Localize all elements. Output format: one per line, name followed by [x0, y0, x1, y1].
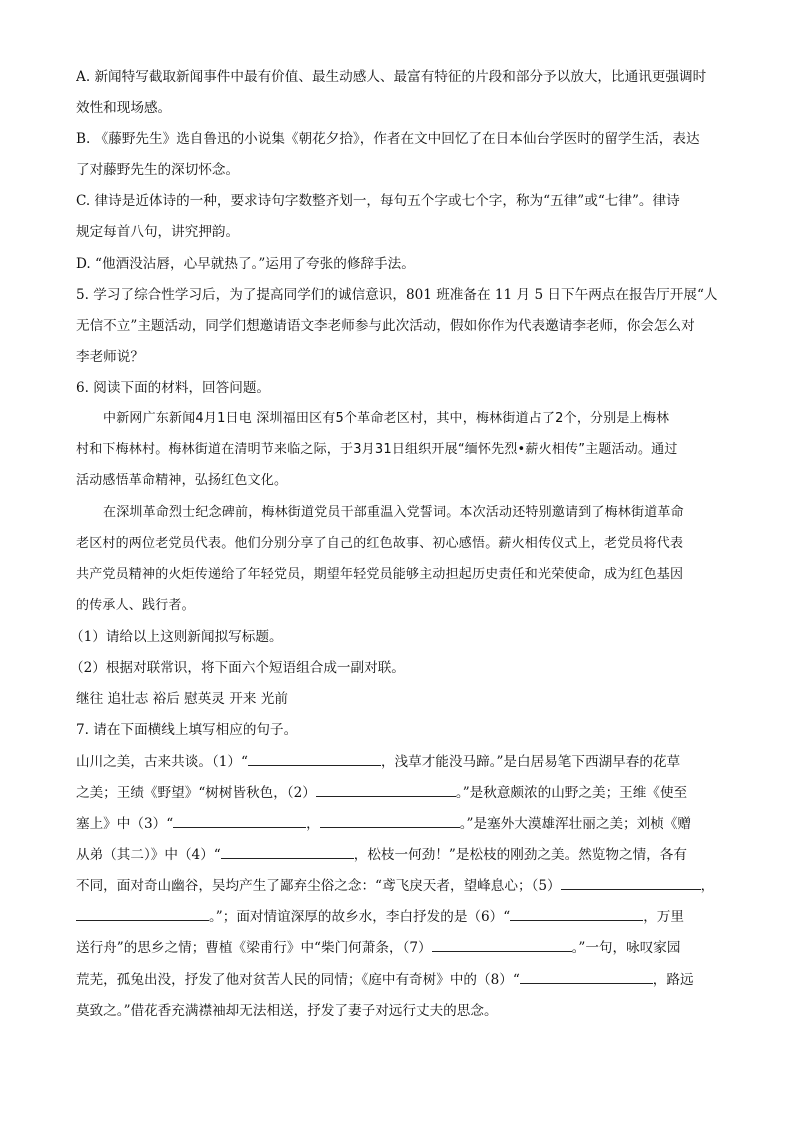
q7-line-4: 从弟（其二）》中（4）“ ，松枝一何劲！”是松枝的刚劲之美。然览物之情，各有	[76, 847, 687, 863]
q7-line-9: 莫致之。”借花香充满襟袖却无法相送，抒发了妻子对远行丈夫的思念。	[76, 1003, 498, 1019]
option-b-line-2: 了对藤野先生的深切怀念。	[76, 162, 240, 178]
q7-line-5: 不同，面对奇山幽谷，吴均产生了鄙弃尘俗之念：“鸢飞戾天者，望峰息心；（5） ，	[76, 878, 715, 894]
fill-blank-4[interactable]	[221, 845, 354, 859]
news-paragraph-2-line-3: 共产党员精神的火炬传递给了年轻党员，期望年轻党员能够主动担起历史责任和光荣使命，成为红色基因	[76, 567, 684, 582]
option-a-line-2: 效性和现场感。	[76, 100, 172, 116]
fill-blank-5b[interactable]	[76, 907, 209, 921]
question-5-line-2: 无信不立”主题活动，同学们想邀请语文李老师参与此次活动，假如你作为代表邀请李老师，你会怎么对	[76, 318, 695, 334]
option-c-line-1: C. 律诗是近体诗的一种，要求诗句字数整齐划一，每句五个字或七个字，称为“五律”或“七律”。律诗	[76, 193, 680, 209]
fill-blank-3b[interactable]	[320, 814, 460, 828]
option-a-line-1: A. 新闻特写截取新闻事件中最有价值、最生动感人、最富有特征的片段和部分予以放大，比通讯更强调时	[76, 69, 707, 85]
question-7-heading: 7. 请在下面横线上填写相应的句子。	[76, 722, 298, 738]
news-paragraph-2-line-4: 的传承人、践行者。	[76, 598, 195, 613]
news-paragraph-2-line-1: 在深圳革命烈士纪念碑前，梅林街道党员干部重温入党誓词。本次活动还特别邀请到了梅林街道革命	[103, 505, 684, 520]
news-paragraph-2-line-2: 老区村的两位老党员代表。他们分别分享了自己的红色故事、初心感悟。薪火相传仪式上，老党员将代表	[76, 536, 684, 551]
option-b-line-1: B. 《藤野先生》选自鲁迅的小说集《朝花夕拾》，作者在文中回忆了在日本仙台学医时的留学生活，表达	[76, 131, 700, 147]
fill-blank-3a[interactable]	[173, 814, 306, 828]
option-d-line: D. “他酒没沾唇，心早就热了。”运用了夸张的修辞手法。	[76, 256, 415, 272]
fill-blank-5a[interactable]	[561, 876, 701, 890]
question-5-line-1: 5. 学习了综合性学习后，为了提高同学们的诚信意识，801 班准备在 11 月 5 日下午两点在报告厅开展“人	[76, 287, 718, 303]
question-6-2: （2）根据对联常识，将下面六个短语组合成一副对联。	[70, 660, 405, 676]
fill-blank-8[interactable]	[520, 970, 653, 984]
q7-line-7: 送行舟”的思乡之情；曹植《梁甫行》中“柴门何萧条，（7） 。”一句，咏叹家园	[76, 940, 681, 956]
fill-blank-2[interactable]	[316, 783, 456, 797]
fill-blank-6[interactable]	[510, 907, 643, 921]
q7-line-6: 。”；面对情谊深厚的故乡水，李白抒发的是（6）“ ，万里	[76, 907, 726, 927]
q7-line-1: 山川之美，古来共谈。（1）“ ，浅草才能没马蹄。”是白居易笔下西湖早春的花草	[76, 754, 681, 770]
option-c-line-2: 规定每首八句，讲究押韵。	[76, 224, 240, 240]
news-paragraph-1-line-2: 村和下梅林村。梅林街道在清明节来临之际，于3月31日组织开展“缅怀先烈•薪火相传”主题活动。通过	[76, 442, 678, 457]
fill-blank-7[interactable]	[432, 938, 572, 952]
q7-line-2: 之美；王绩《野望》“树树皆秋色，（2） 。”是秋意颇浓的山野之美；王维《使至	[76, 785, 688, 801]
question-6-1: （1）请给以上这则新闻拟写标题。	[70, 629, 283, 645]
question-6-heading: 6. 阅读下面的材料，回答问题。	[76, 380, 271, 396]
q7-line-3: 塞上》中（3）“ ， 。”是塞外大漠雄浑壮丽之美；刘桢《赠	[76, 816, 692, 832]
news-paragraph-1-line-1: 中新网广东新闻4月1日电 深圳福田区有5个革命老区村，其中，梅林街道占了2个，分别是上梅林	[103, 411, 670, 426]
q7-line-8: 荒芜，孤兔出没，抒发了他对贫苦人民的同情；《庭中有奇树》中的（8）“ ，路远	[76, 972, 694, 988]
question-5-line-3: 李老师说？	[76, 349, 144, 365]
couplet-phrases: 继往 追壮志 裕后 慰英灵 开来 光前	[76, 691, 288, 707]
fill-blank-1[interactable]	[248, 752, 381, 766]
news-paragraph-1-line-3: 活动感悟革命精神，弘扬红色文化。	[76, 473, 288, 488]
